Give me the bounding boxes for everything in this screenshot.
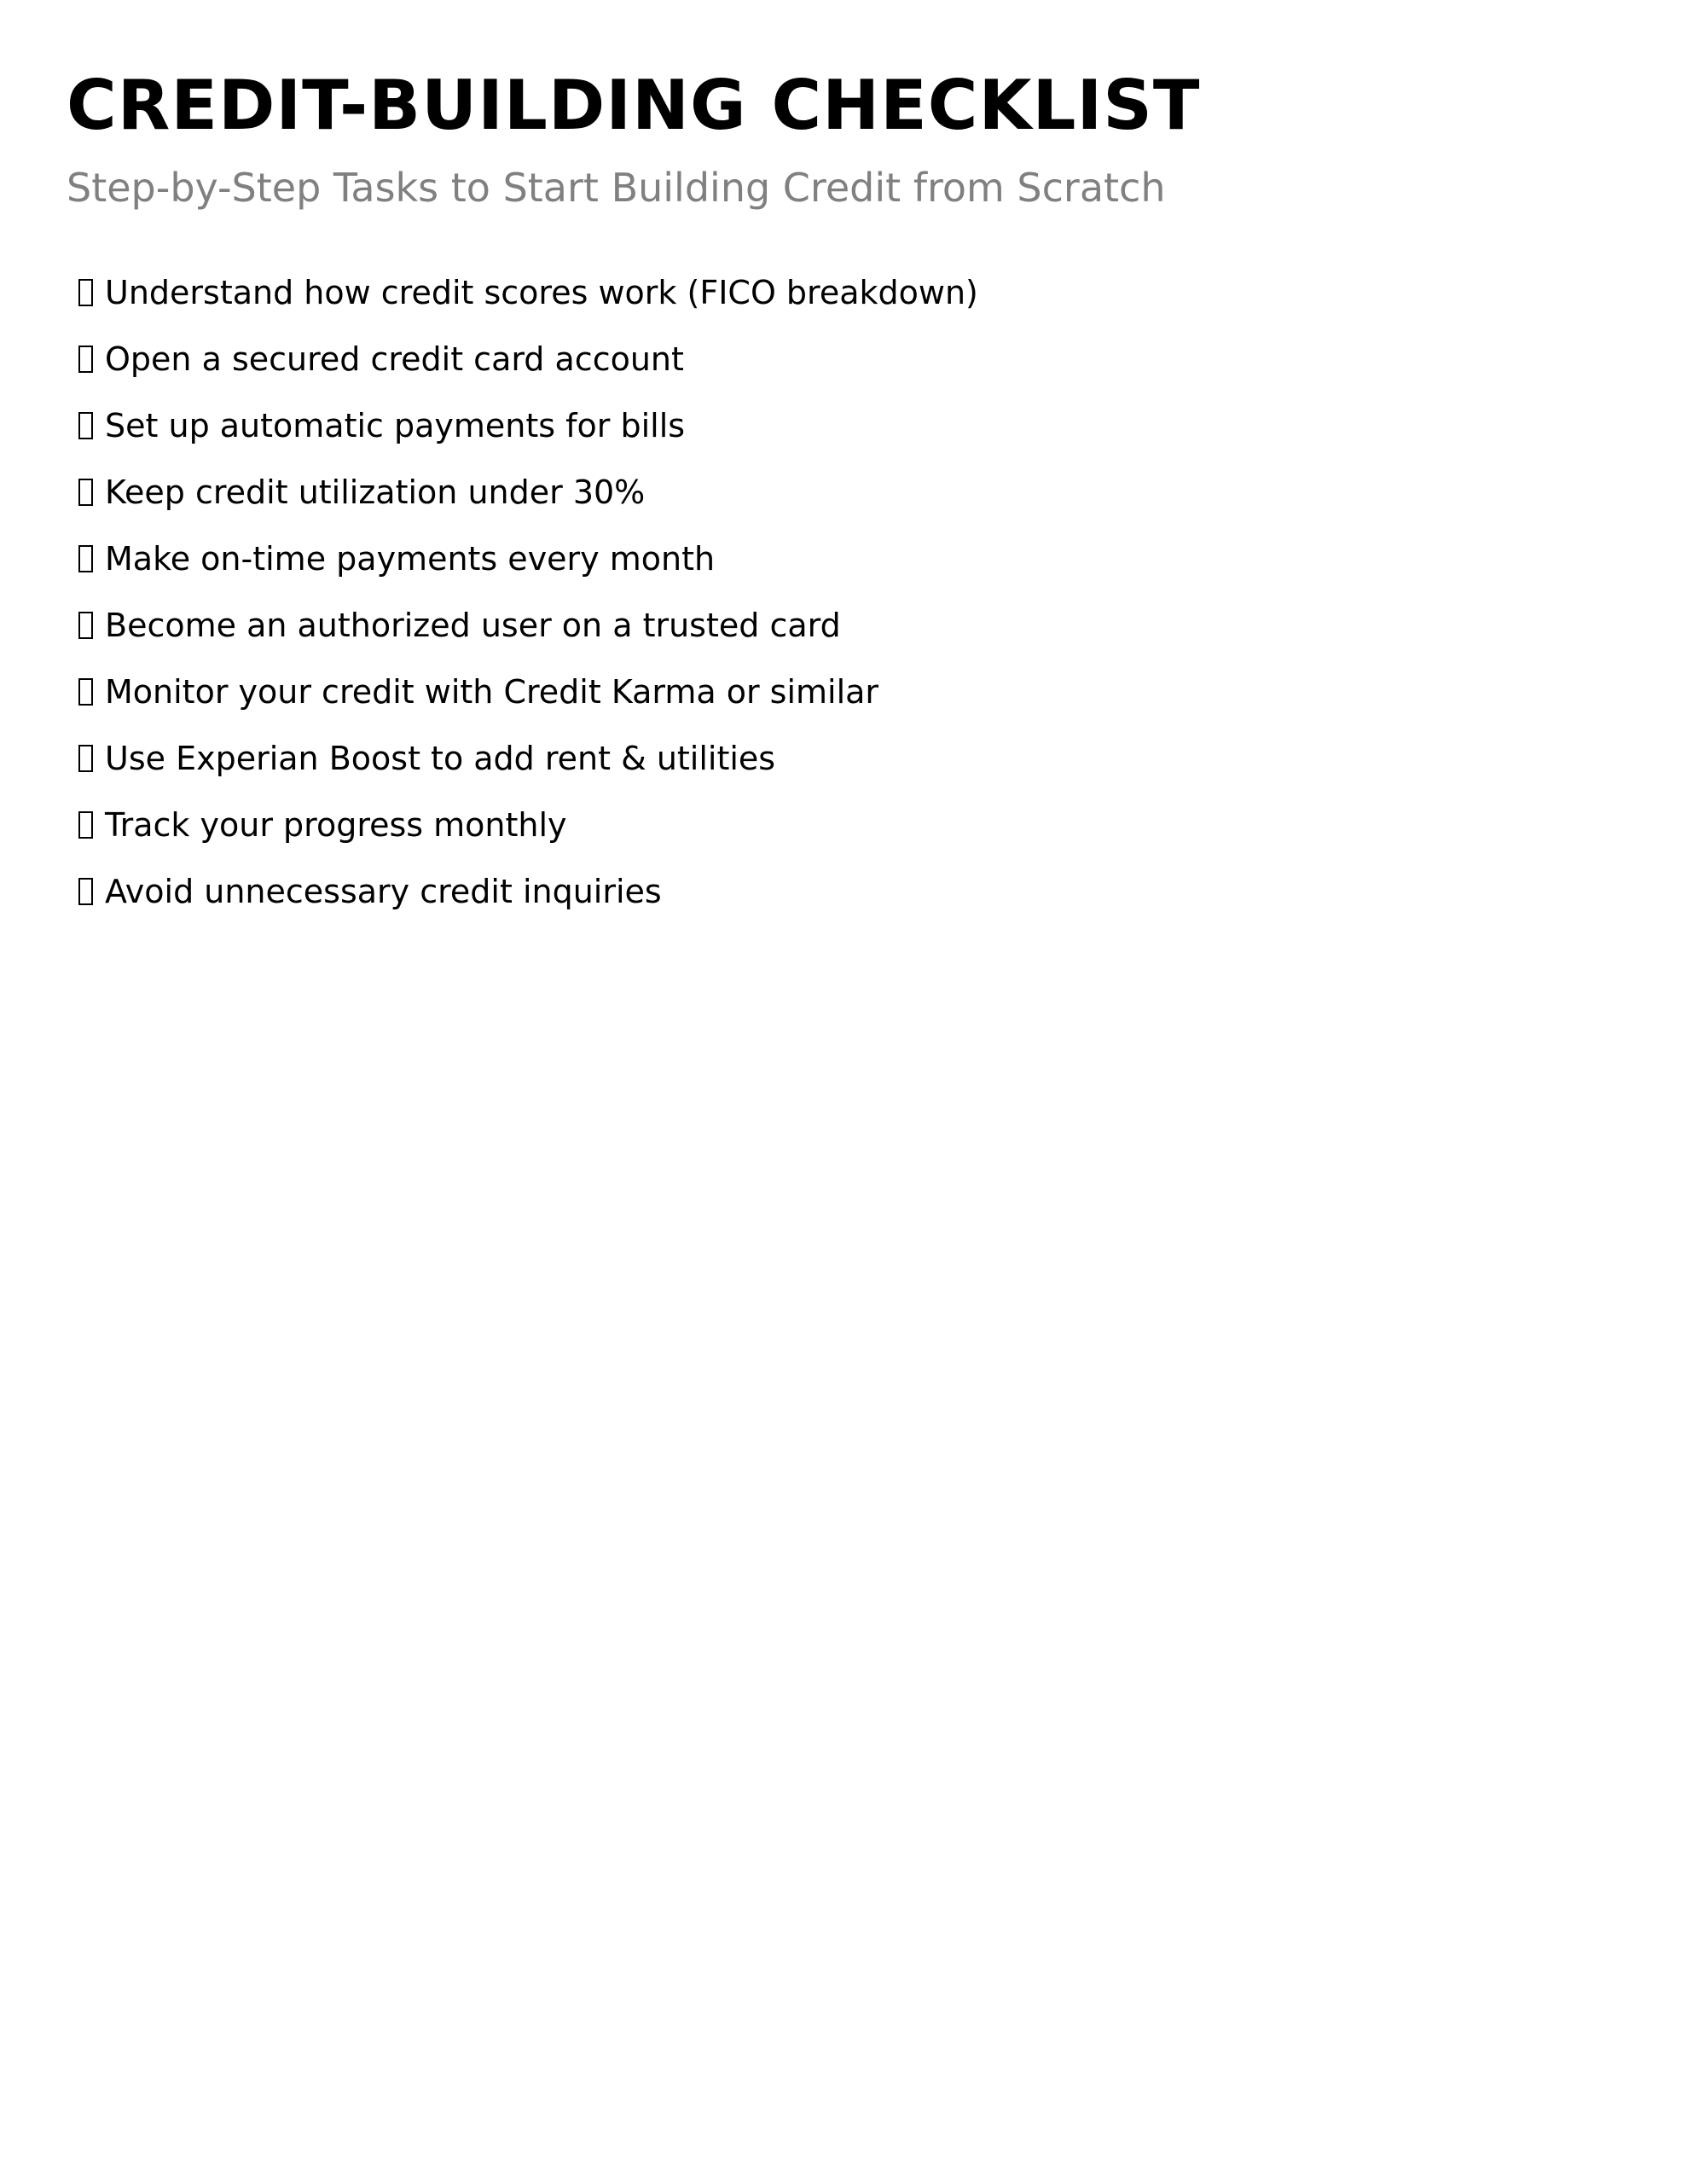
page-subtitle: Step-by-Step Tasks to Start Building Credit from Scratch <box>67 165 1166 211</box>
checklist-item <box>78 592 978 659</box>
empty-checkbox-icon <box>78 678 93 706</box>
checklist-item <box>78 725 978 792</box>
checklist-item <box>78 858 978 925</box>
checklist-item-label: Make on-time payments every month <box>105 540 716 578</box>
checklist <box>78 259 978 925</box>
empty-checkbox-icon <box>78 346 93 373</box>
empty-checkbox-icon <box>78 878 93 905</box>
empty-checkbox-icon <box>78 811 93 839</box>
checklist-item <box>78 526 978 592</box>
checklist-item-label: Become an authorized user on a trusted card <box>105 607 841 644</box>
empty-checkbox-icon <box>78 279 93 306</box>
checklist-item <box>78 392 978 459</box>
checklist-item-label: Open a secured credit card account <box>105 340 684 378</box>
empty-checkbox-icon <box>78 612 93 639</box>
checklist-item <box>78 459 978 526</box>
checklist-item-label: Monitor your credit with Credit Karma or similar <box>105 673 879 711</box>
checklist-item <box>78 792 978 858</box>
page-title: CREDIT-BUILDING CHECKLIST <box>67 66 1201 145</box>
checklist-item <box>78 326 978 392</box>
checklist-item-label: Keep credit utilization under 30% <box>105 473 646 511</box>
empty-checkbox-icon <box>78 479 93 506</box>
checklist-item-label: Understand how credit scores work (FICO breakdown) <box>105 274 978 311</box>
checklist-item-label: Use Experian Boost to add rent & utilities <box>105 740 776 777</box>
checklist-item-label: Set up automatic payments for bills <box>105 407 686 444</box>
empty-checkbox-icon <box>78 745 93 772</box>
empty-checkbox-icon <box>78 412 93 439</box>
checklist-item <box>78 659 978 725</box>
checklist-item <box>78 259 978 326</box>
checklist-item-label: Track your progress monthly <box>105 806 567 844</box>
empty-checkbox-icon <box>78 545 93 572</box>
checklist-item-label: Avoid unnecessary credit inquiries <box>105 873 662 910</box>
